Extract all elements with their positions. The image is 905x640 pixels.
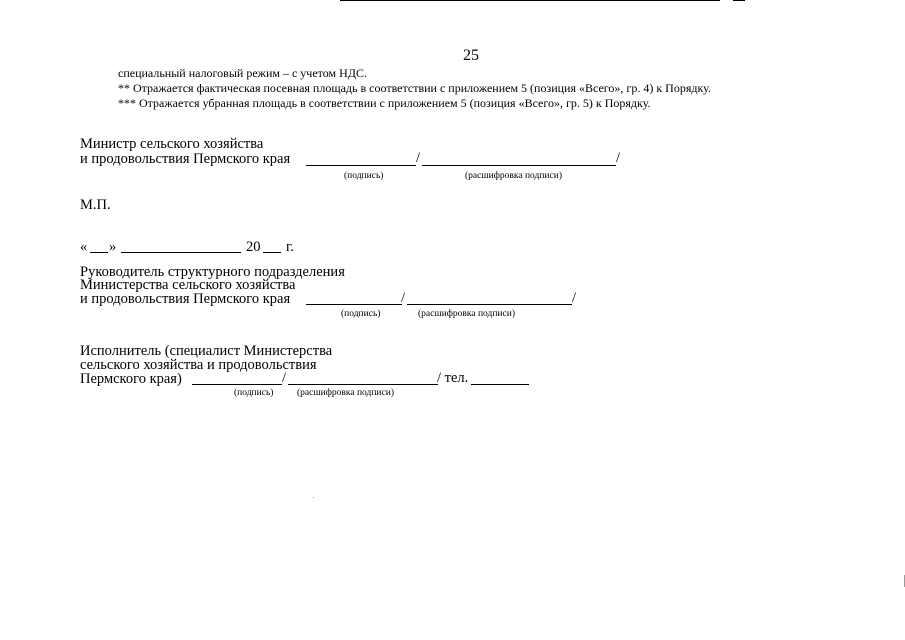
- head-caption-decoding: (расшифровка подписи): [418, 309, 515, 319]
- executor-caption-signature: (подпись): [234, 388, 274, 398]
- executor-signature-line[interactable]: [192, 384, 282, 385]
- minister-caption-decoding: (расшифровка подписи): [465, 171, 562, 181]
- head-separator-end: /: [572, 290, 577, 306]
- date-open-quote: «: [80, 239, 88, 255]
- executor-title-line-2: сельского хозяйства и продовольствия: [80, 357, 317, 373]
- date-day-line[interactable]: [90, 252, 108, 253]
- scan-speck: [313, 497, 314, 498]
- head-decoding-line[interactable]: [407, 304, 572, 305]
- head-signature-line[interactable]: [306, 304, 402, 305]
- head-title-line-2: Министерства сельского хозяйства: [80, 277, 296, 293]
- date-year-suffix: г.: [286, 239, 294, 255]
- executor-decoding-line[interactable]: [288, 384, 438, 385]
- date-month-line[interactable]: [121, 252, 241, 253]
- executor-phone-line[interactable]: [471, 384, 529, 385]
- date-year-prefix: 20: [246, 239, 261, 255]
- page-number: 25: [463, 47, 479, 64]
- stamp-label: М.П.: [80, 197, 111, 213]
- footnote-line-1: специальный налоговый режим – с учетом НДС.: [118, 66, 367, 80]
- head-caption-signature: (подпись): [341, 309, 381, 319]
- executor-phone-label: / тел.: [437, 370, 469, 386]
- executor-separator: /: [282, 370, 287, 386]
- footnote-line-2: ** Отражается фактическая посевная площадь в соответствии с приложением 5 (позиция «Всего», гр. 4) к Порядку.: [118, 81, 711, 95]
- minister-separator: /: [416, 150, 421, 166]
- footnote-line-3: *** Отражается убранная площадь в соответствии с приложением 5 (позиция «Всего», гр. 5) к Порядку.: [118, 96, 651, 110]
- minister-signature-line[interactable]: [306, 165, 416, 166]
- date-year-line[interactable]: [263, 252, 281, 253]
- minister-separator-end: /: [616, 150, 621, 166]
- top-border-line: [340, 0, 720, 1]
- minister-title-line-1: Министр сельского хозяйства: [80, 136, 264, 152]
- executor-title-line-1: Исполнитель (специалист Министерства: [80, 343, 333, 359]
- minister-decoding-line[interactable]: [422, 165, 616, 166]
- minister-caption-signature: (подпись): [344, 171, 384, 181]
- top-border-line-short: [733, 0, 745, 1]
- executor-title-line-3: Пермского края): [80, 371, 182, 387]
- head-title-line-3: и продовольствия Пермского края: [80, 291, 291, 307]
- executor-caption-decoding: (расшифровка подписи): [297, 388, 394, 398]
- minister-title-line-2: и продовольствия Пермского края: [80, 151, 291, 167]
- head-separator: /: [401, 290, 406, 306]
- date-close-quote: »: [109, 239, 117, 255]
- head-title-line-1: Руководитель структурного подразделения: [80, 264, 345, 280]
